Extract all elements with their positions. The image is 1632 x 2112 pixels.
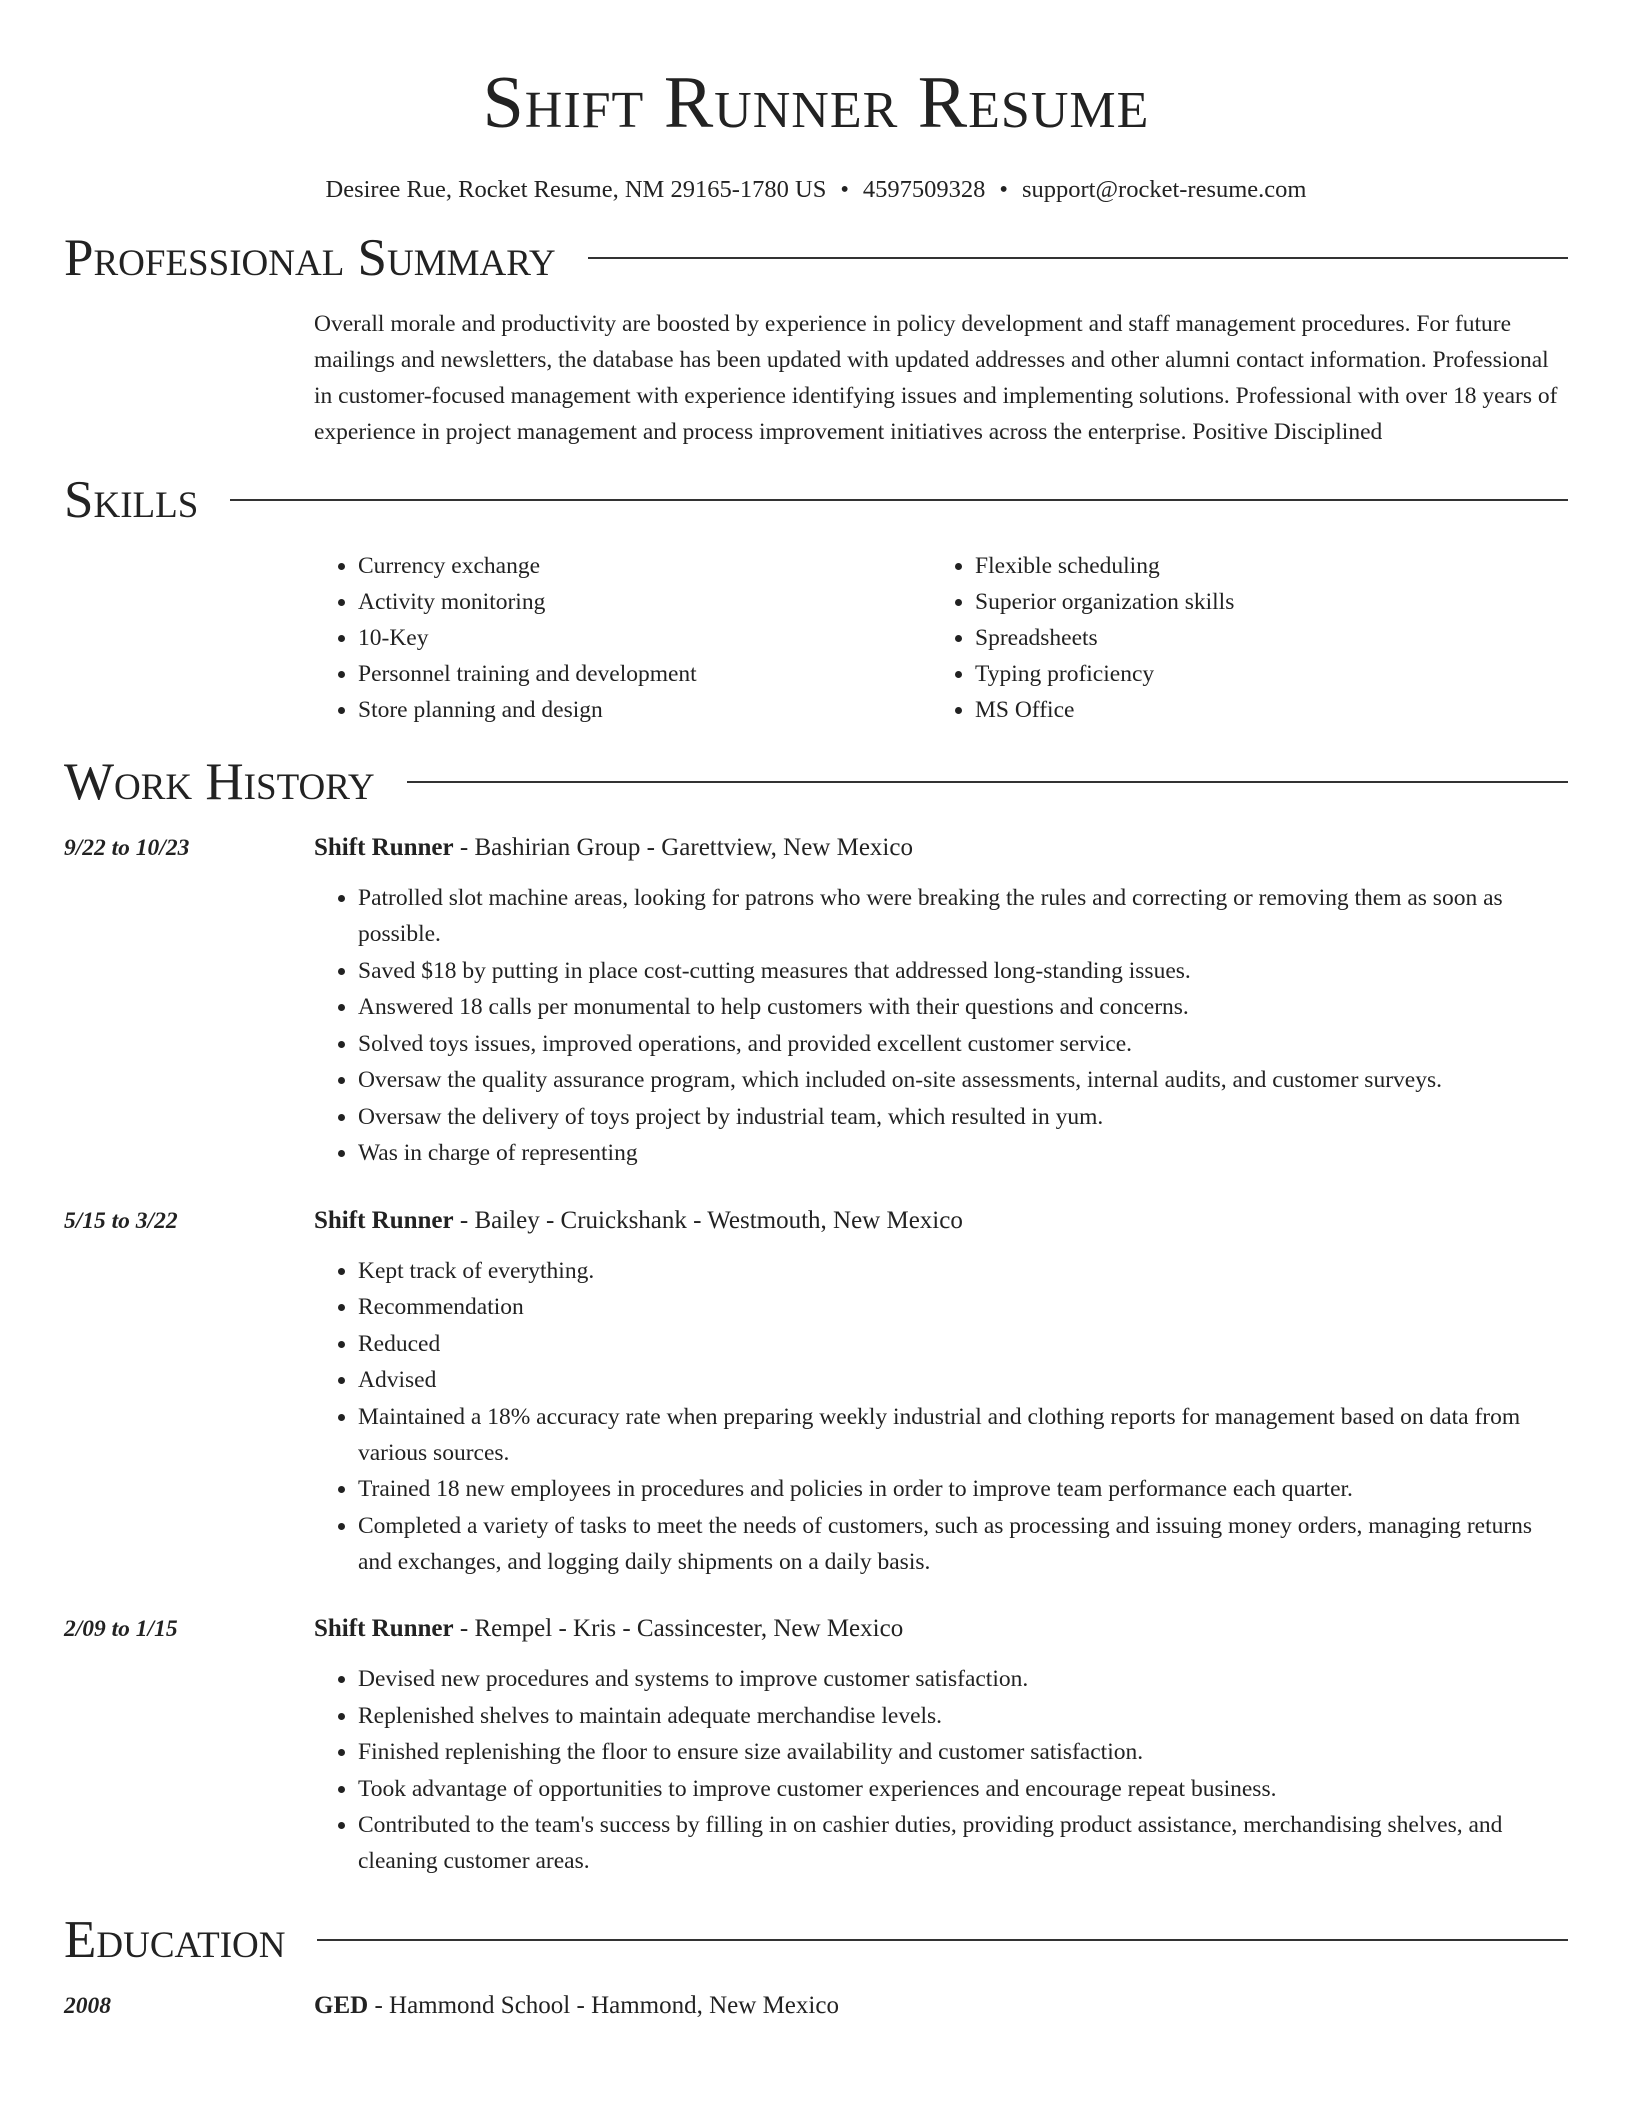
job-bullet: • Maintained a 18% accuracy rate when preparing weekly industrial and clothing reports for management based on data from various sources. — [358, 1399, 1568, 1471]
education-header — [314, 1988, 1568, 2024]
job-bullet: • Took advantage of opportunities to improve customer experiences and encourage repeat business. — [358, 1771, 1568, 1807]
job-bullet: • Oversaw the quality assurance program, which included on-site assessments, internal audits, and customer surveys. — [358, 1062, 1568, 1098]
job-dates: 5/15 to 3/22 — [64, 1207, 178, 1234]
resume-title: Shift Runner Resume — [482, 62, 1150, 144]
skills-heading — [64, 464, 1568, 536]
job-bullet: • Patrolled slot machine areas, looking for patrons who were breaking the rules and correcting or removing them as soon as possible. — [358, 880, 1568, 952]
job-employer: - Bailey - Cruickshank - Westmouth, New Mexico — [453, 1206, 963, 1234]
job-header — [314, 830, 1568, 866]
job-bullet: • Answered 18 calls per monumental to help customers with their questions and concerns. — [358, 989, 1568, 1025]
job-bullet: • Reduced — [358, 1326, 1568, 1362]
skill-item: • Flexible scheduling — [975, 548, 1234, 584]
job-bullet: • Was in charge of representing — [358, 1135, 1568, 1171]
education-school: - Hammond School - Hammond, New Mexico — [368, 1991, 839, 2019]
contact-phone: 4597509328 — [862, 176, 986, 203]
job-bullet: • Kept track of everything. — [358, 1253, 1568, 1289]
contact-separator: • — [999, 176, 1008, 203]
job-bullet: • Finished replenishing the floor to ensure size availability and customer satisfaction. — [358, 1734, 1568, 1770]
contact-separator: • — [840, 176, 849, 203]
job-header — [314, 1611, 1568, 1647]
summary-text: Overall morale and productivity are boosted by experience in policy development and staff management procedures. For future mailings and newsletters, the database has been updated with updated addresses and other alumni contact information. Professional in customer-focused management with experience identifying issues and implementing solutions. Professional with over 18 years of experience in project management and process improvement initiatives across the enterprise. Positive Disciplined — [314, 311, 1558, 445]
section-divider — [588, 257, 1568, 259]
job-bullet: • Advised — [358, 1362, 1568, 1398]
section-divider — [407, 781, 1568, 783]
contact-address: Desiree Rue, Rocket Resume, NM 29165-1780 US — [325, 176, 827, 203]
job-role: Shift Runner — [314, 834, 454, 861]
skills-column-1 — [314, 548, 931, 728]
job-bullet: • Solved toys issues, improved operations, and provided excellent customer service. — [358, 1026, 1568, 1062]
summary-section — [0, 222, 1632, 450]
job-role: Shift Runner — [314, 1615, 454, 1642]
job-employer: - Bashirian Group - Garettview, New Mexico — [453, 834, 913, 861]
work-history-heading — [64, 746, 1568, 818]
education-heading — [64, 1904, 1568, 1976]
education-dates: 2008 — [64, 1992, 111, 2019]
job-bullet: • Oversaw the delivery of toys project by industrial team, which resulted in yum. — [358, 1099, 1568, 1135]
job-details — [314, 830, 1568, 1172]
education-details — [314, 1988, 1568, 2024]
job-bullet: • Recommendation — [358, 1289, 1568, 1325]
education-section — [0, 1904, 1632, 2024]
job-entry — [64, 830, 1568, 1172]
skill-item: • Typing proficiency — [975, 656, 1234, 692]
skills-section — [0, 464, 1632, 728]
job-employer: - Rempel - Kris - Cassincester, New Mexico — [453, 1615, 904, 1642]
contact-email: support@rocket-resume.com — [1021, 176, 1307, 203]
job-entry — [64, 1203, 1568, 1581]
work-history-title: Work History — [64, 753, 375, 811]
job-bullet: • Trained 18 new employees in procedures and policies in order to improve team performance each quarter. — [358, 1471, 1568, 1507]
skill-item: • Spreadsheets — [975, 620, 1234, 656]
job-bullet: • Replenished shelves to maintain adequate merchandise levels. — [358, 1698, 1568, 1734]
job-bullets — [314, 1253, 1568, 1580]
skill-item: • Superior organization skills — [975, 584, 1234, 620]
job-header — [314, 1203, 1568, 1239]
job-details — [314, 1203, 1568, 1581]
job-bullets — [314, 1661, 1568, 1879]
section-divider — [317, 1939, 1568, 1941]
job-bullet: • Completed a variety of tasks to meet the needs of customers, such as processing and issuing money orders, managing returns and exchanges, and logging daily shipments on a daily basis. — [358, 1508, 1568, 1580]
skill-item: • Store planning and design — [358, 692, 931, 728]
work-history-section — [0, 746, 1632, 1880]
job-bullet: • Contributed to the team's success by filling in on cashier duties, providing product assistance, merchandising shelves, and cleaning customer areas. — [358, 1807, 1568, 1879]
skill-item: • MS Office — [975, 692, 1234, 728]
skills-title: Skills — [64, 471, 199, 529]
job-role: Shift Runner — [314, 1206, 454, 1234]
skills-list — [314, 548, 1568, 728]
job-dates: 9/22 to 10/23 — [64, 835, 190, 861]
education-entry — [64, 1988, 1568, 2024]
summary-title: Professional Summary — [64, 229, 556, 287]
job-details — [314, 1611, 1568, 1880]
contact-line — [0, 174, 1632, 206]
job-bullet: • Saved $18 by putting in place cost-cutting measures that addressed long-standing issues. — [358, 953, 1568, 989]
education-degree: GED — [314, 1991, 369, 2019]
skill-item: • Currency exchange — [358, 548, 931, 584]
skill-item: • Personnel training and development — [358, 656, 931, 692]
skill-item: • 10-Key — [358, 620, 931, 656]
job-entry — [64, 1611, 1568, 1880]
job-dates: 2/09 to 1/15 — [64, 1616, 178, 1642]
education-title: Education — [64, 1910, 286, 1969]
section-divider — [230, 499, 1568, 501]
skills-column-2 — [931, 548, 1234, 728]
job-bullet: • Devised new procedures and systems to improve customer satisfaction. — [358, 1661, 1568, 1697]
skill-item: • Activity monitoring — [358, 584, 931, 620]
job-bullets — [314, 880, 1568, 1171]
summary-heading — [64, 222, 1568, 294]
